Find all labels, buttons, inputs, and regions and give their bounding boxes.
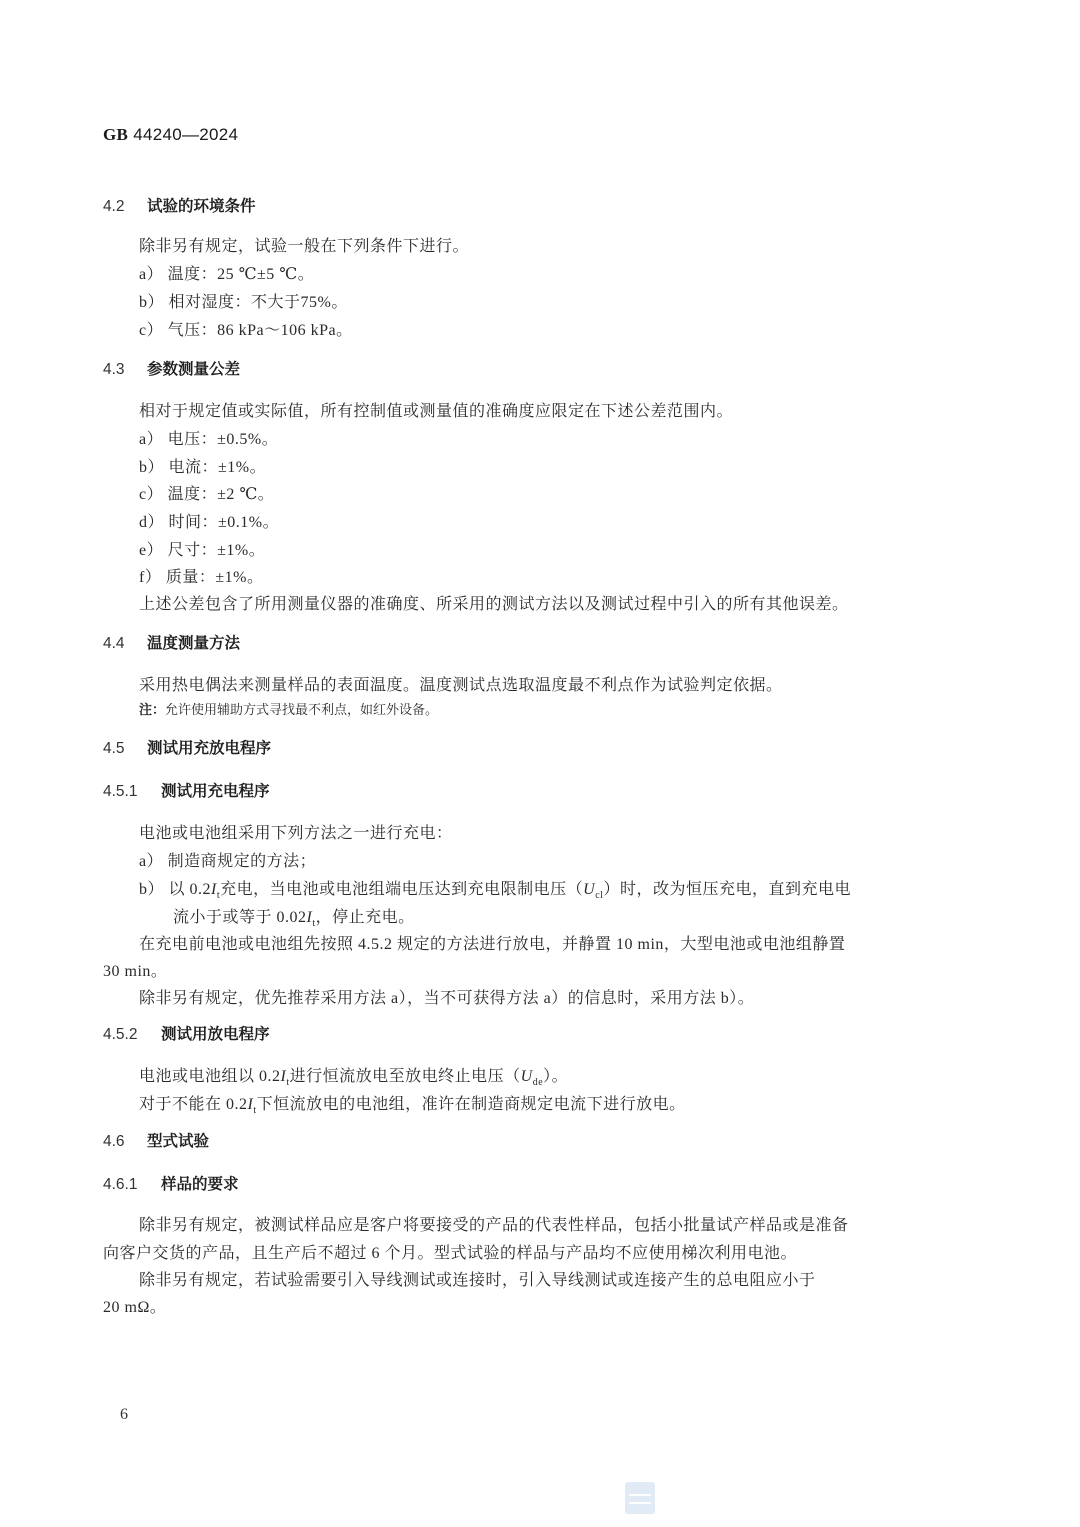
paragraph: 上述公差包含了所用测量仪器的准确度、所采用的测试方法以及测试过程中引入的所有其他误差。 <box>139 596 849 613</box>
note <box>139 699 438 718</box>
subscript: cl <box>595 890 604 901</box>
doc-number: 44240—2024 <box>133 125 239 144</box>
list-text: 气压：86 kPa～106 kPa。 <box>167 322 353 339</box>
section-heading-4-5-1 <box>103 779 270 801</box>
note-label: 注： <box>139 702 166 717</box>
list-item <box>139 426 278 449</box>
list-item <box>139 848 316 871</box>
list-label: a） <box>139 853 164 870</box>
list-text: 制造商规定的方法； <box>167 853 317 870</box>
paragraph: 在充电前电池或电池组先按照 4.5.2 规定的方法进行放电，并静置 10 min，大型电池或电池组静置 <box>139 936 846 953</box>
list-label: c） <box>139 322 164 339</box>
paragraph-continuation: 20 mΩ。 <box>103 1299 167 1316</box>
list-item <box>139 537 265 560</box>
page-number: 6 <box>120 1406 128 1423</box>
text-run: 充电，当电池或电池组端电压达到充电限制电压（ <box>220 881 584 898</box>
section-number: 4.2 <box>103 198 125 215</box>
list-item-continuation <box>173 904 415 929</box>
section-heading-4-4 <box>103 631 240 653</box>
note-text: 允许使用辅助方式寻找最不利点，如红外设备。 <box>165 702 439 717</box>
section-number: 4.4 <box>103 635 125 652</box>
section-title: 温度测量方法 <box>147 635 241 652</box>
text-run: 进行恒流放电至放电终止电压（ <box>289 1068 521 1085</box>
list-item <box>139 876 851 901</box>
list-label: c） <box>139 486 164 503</box>
section-heading-4-6 <box>103 1129 209 1151</box>
paragraph: 相对于规定值或实际值，所有控制值或测量值的准确度应限定在下述公差范围内。 <box>139 403 734 420</box>
subscript: t <box>216 890 221 901</box>
symbol-I: I <box>247 1096 254 1113</box>
section-title: 试验的环境条件 <box>147 198 256 215</box>
list-text: 温度：25 ℃±5 ℃。 <box>167 266 315 283</box>
publisher-logo-icon <box>625 1482 655 1514</box>
paragraph: 除非另有规定，若试验需要引入导线测试或连接时，引入导线测试或连接产生的总电阻应小于 <box>139 1272 816 1289</box>
list-label: a） <box>139 266 164 283</box>
subscript: t <box>253 1105 257 1116</box>
text-run: 电池或电池组以 0.2 <box>139 1068 281 1085</box>
doc-prefix: GB <box>103 125 129 144</box>
text-run: ）时，改为恒压充电，直到充电电 <box>603 881 851 898</box>
subscript: t <box>286 1077 290 1088</box>
subscript: de <box>532 1077 544 1088</box>
section-number: 4.5.1 <box>103 783 138 800</box>
list-label: e） <box>139 542 164 559</box>
text-run: ，停止充电。 <box>315 909 415 926</box>
section-heading-4-6-1 <box>103 1172 239 1194</box>
list-text: 时间：±0.1%。 <box>168 514 280 531</box>
paragraph-continuation: 30 min。 <box>103 963 168 980</box>
list-label: b） <box>139 294 165 311</box>
section-title: 测试用充放电程序 <box>147 740 272 757</box>
section-title: 测试用充电程序 <box>161 783 270 800</box>
list-text: 尺寸：±1%。 <box>167 542 266 559</box>
paragraph: 除非另有规定，优先推荐采用方法 a），当不可获得方法 a）的信息时，采用方法 b）。 <box>139 990 755 1007</box>
list-text: 电流：±1%。 <box>168 459 267 476</box>
text-run: ）。 <box>543 1068 569 1085</box>
paragraph-continuation: 向客户交货的产品，且生产后不超过 6 个月。型式试验的样品与产品均不应使用梯次利用电池。 <box>103 1245 798 1262</box>
list-item <box>139 317 353 340</box>
text-run: 下恒流放电的电池组，准许在制造商规定电流下进行放电。 <box>256 1096 686 1113</box>
symbol-U: U <box>520 1068 533 1085</box>
paragraph: 除非另有规定，被测试样品应是客户将要接受的产品的代表性样品，包括小批量试产样品或是准备 <box>139 1217 849 1234</box>
list-label: d） <box>139 514 165 531</box>
paragraph: 电池或电池组采用下列方法之一进行充电： <box>139 825 453 842</box>
text-run: 流小于或等于 0.02 <box>173 909 307 926</box>
paragraph: 采用热电偶法来测量样品的表面温度。温度测试点选取温度最不利点作为试验判定依据。 <box>139 677 783 694</box>
list-item <box>139 261 314 284</box>
subscript: t <box>312 918 316 929</box>
symbol-I: I <box>280 1068 287 1085</box>
list-label: b） <box>139 459 165 476</box>
section-heading-4-2 <box>103 194 256 216</box>
section-title: 型式试验 <box>147 1133 210 1150</box>
section-heading-4-5-2 <box>103 1022 270 1044</box>
section-number: 4.6 <box>103 1133 125 1150</box>
list-text: 相对湿度：不大于75%。 <box>168 294 348 311</box>
section-title: 样品的要求 <box>161 1176 239 1193</box>
list-label: b） <box>139 881 165 898</box>
list-item <box>139 454 266 477</box>
list-item <box>139 481 274 504</box>
list-item <box>139 509 279 532</box>
section-heading-4-3 <box>103 357 240 379</box>
section-number: 4.6.1 <box>103 1176 138 1193</box>
section-heading-4-5 <box>103 736 271 758</box>
section-title: 参数测量公差 <box>147 361 241 378</box>
paragraph <box>139 1063 568 1088</box>
section-number: 4.5 <box>103 740 125 757</box>
section-number: 4.3 <box>103 361 125 378</box>
list-text: 电压：±0.5%。 <box>167 431 279 448</box>
symbol-I: I <box>211 881 217 898</box>
symbol-I: I <box>306 909 313 926</box>
list-item <box>139 289 348 312</box>
section-number: 4.5.2 <box>103 1026 138 1043</box>
document-id <box>103 125 238 145</box>
list-label: f） <box>139 569 162 586</box>
text-run: 对于不能在 0.2 <box>139 1096 248 1113</box>
paragraph <box>139 1091 686 1116</box>
text-run: 以 0.2 <box>168 881 212 898</box>
paragraph: 除非另有规定，试验一般在下列条件下进行。 <box>139 238 470 255</box>
symbol-U: U <box>583 881 596 898</box>
list-text: 温度：±2 ℃。 <box>167 486 275 503</box>
section-title: 测试用放电程序 <box>161 1026 270 1043</box>
list-item <box>139 564 263 587</box>
list-text: 质量：±1%。 <box>165 569 264 586</box>
list-label: a） <box>139 431 164 448</box>
